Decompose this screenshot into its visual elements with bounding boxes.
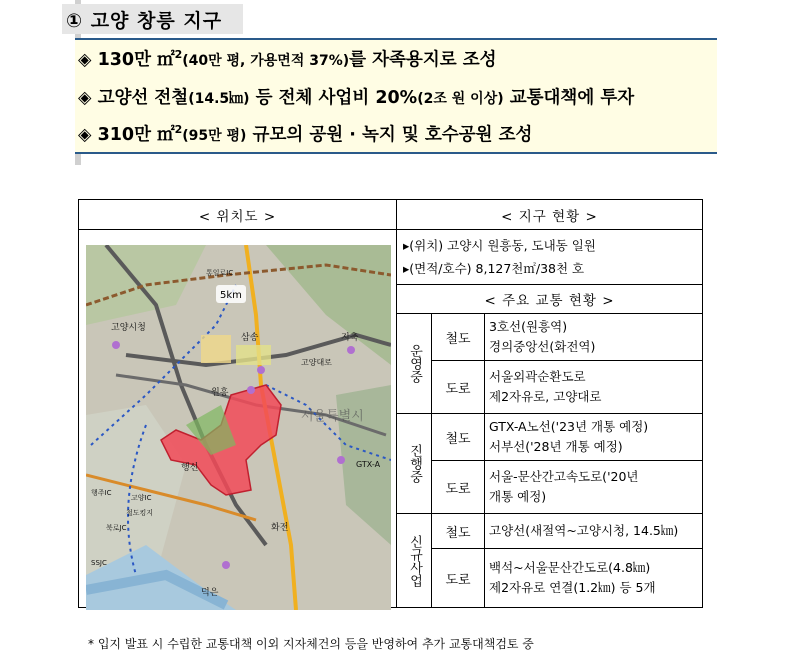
map-label-goyang-daero: 고양대로 — [301, 358, 332, 367]
desc-line: 백석~서울문산간도로(4.8㎞) — [489, 560, 651, 575]
kind-rail: 철도 — [432, 514, 485, 549]
group-in-progress: 진행중 — [397, 414, 432, 514]
location-map — [86, 245, 391, 610]
desc-cell — [485, 461, 703, 514]
map-label-tongilro-ic: 통일로IC — [206, 269, 234, 277]
footnote: * 입지 발표 시 수립한 교통대책 이외 지자체건의 등을 반영하여 추가 교통대책검토 중 — [88, 637, 534, 651]
kind-road: 도로 — [432, 361, 485, 414]
map-scale-label: 5km — [220, 290, 242, 301]
map-header: < 위치도 > — [79, 200, 397, 230]
desc-cell — [485, 414, 703, 461]
kind-road: 도로 — [432, 461, 485, 514]
desc-cell — [485, 549, 703, 608]
traffic-header: < 주요 교통 현황 > — [397, 285, 703, 314]
kind-rail: 철도 — [432, 414, 485, 461]
map-label-bukno-jc: 북로JC — [106, 524, 127, 532]
map-label-samsong: 삼송 — [241, 333, 259, 343]
desc-cell — [485, 314, 703, 361]
desc-line: 경의중앙선(화전역) — [489, 339, 596, 354]
map-label-gtx: GTX-A — [356, 460, 381, 469]
info-table — [78, 199, 703, 608]
desc-line: 서부선('28년 개통 예정) — [489, 439, 623, 454]
bullet-1: ◈ 130만 ㎡$^2$(40만 평, 가용면적 37%)를 자족용지로 조성 — [78, 48, 497, 70]
group-new: 신규사업 — [397, 514, 432, 608]
map-label-chilpo: 철도킹지 — [126, 509, 154, 517]
desc-line: GTX-A노선('23년 개통 예정) — [489, 419, 649, 434]
kind-rail: 철도 — [432, 314, 485, 361]
desc-line: 제2자유로, 고양대로 — [489, 389, 602, 404]
map-label-seoul: 서울특별시 — [301, 409, 364, 424]
desc-cell — [485, 514, 703, 549]
map-label-wonheung: 원흥 — [211, 388, 229, 398]
map-cell — [79, 230, 397, 608]
bullet-3: ◈ 310만 ㎡$^2$(95만 평) 규모의 공원 · 녹지 및 호수공원 조성 — [78, 123, 533, 145]
desc-line: 고양선(새절역~고양시청, 14.5㎞) — [489, 523, 679, 538]
map-label-hwajeon: 화전 — [271, 523, 289, 533]
location-info-cell — [397, 230, 703, 285]
map-label-ssjc: SSJC — [91, 559, 107, 567]
map-label-haengsin: 행신 — [181, 463, 199, 473]
group-operating: 운영중 — [397, 314, 432, 414]
desc-cell — [485, 361, 703, 414]
desc-line: 서울외곽순환도로 — [489, 369, 586, 384]
desc-line: 서울-문산간고속도로('20년 — [489, 469, 639, 484]
map-label-deogeun: 덕은 — [201, 588, 219, 598]
map-label-haengju-ic: 행주IC — [91, 489, 112, 497]
desc-line: 3호선(원흥역) — [489, 319, 568, 334]
status-header: < 지구 현황 > — [397, 200, 703, 230]
map-label-goyang-ic: 고양IC — [131, 494, 152, 502]
section-title: ① 고양 창릉 지구 — [66, 10, 223, 32]
map-label-jichuk: 지축 — [341, 333, 359, 343]
kind-road: 도로 — [432, 549, 485, 608]
desc-line: 개통 예정) — [489, 489, 547, 504]
desc-line: 제2자유로 연결(1.2㎞) 등 5개 — [489, 580, 656, 595]
bullet-2: ◈ 고양선 전철(14.5㎞) 등 전체 사업비 20%(2조 원 이상) 교통대책에 투자 — [78, 88, 635, 108]
map-label-city-hall: 고양시청 — [111, 323, 146, 333]
location-line: ▸(위치) 고양시 원흥동, 도내동 일원 — [403, 238, 596, 253]
area-line: ▸(면적/호수) 8,127천㎡/38천 호 — [403, 261, 585, 276]
